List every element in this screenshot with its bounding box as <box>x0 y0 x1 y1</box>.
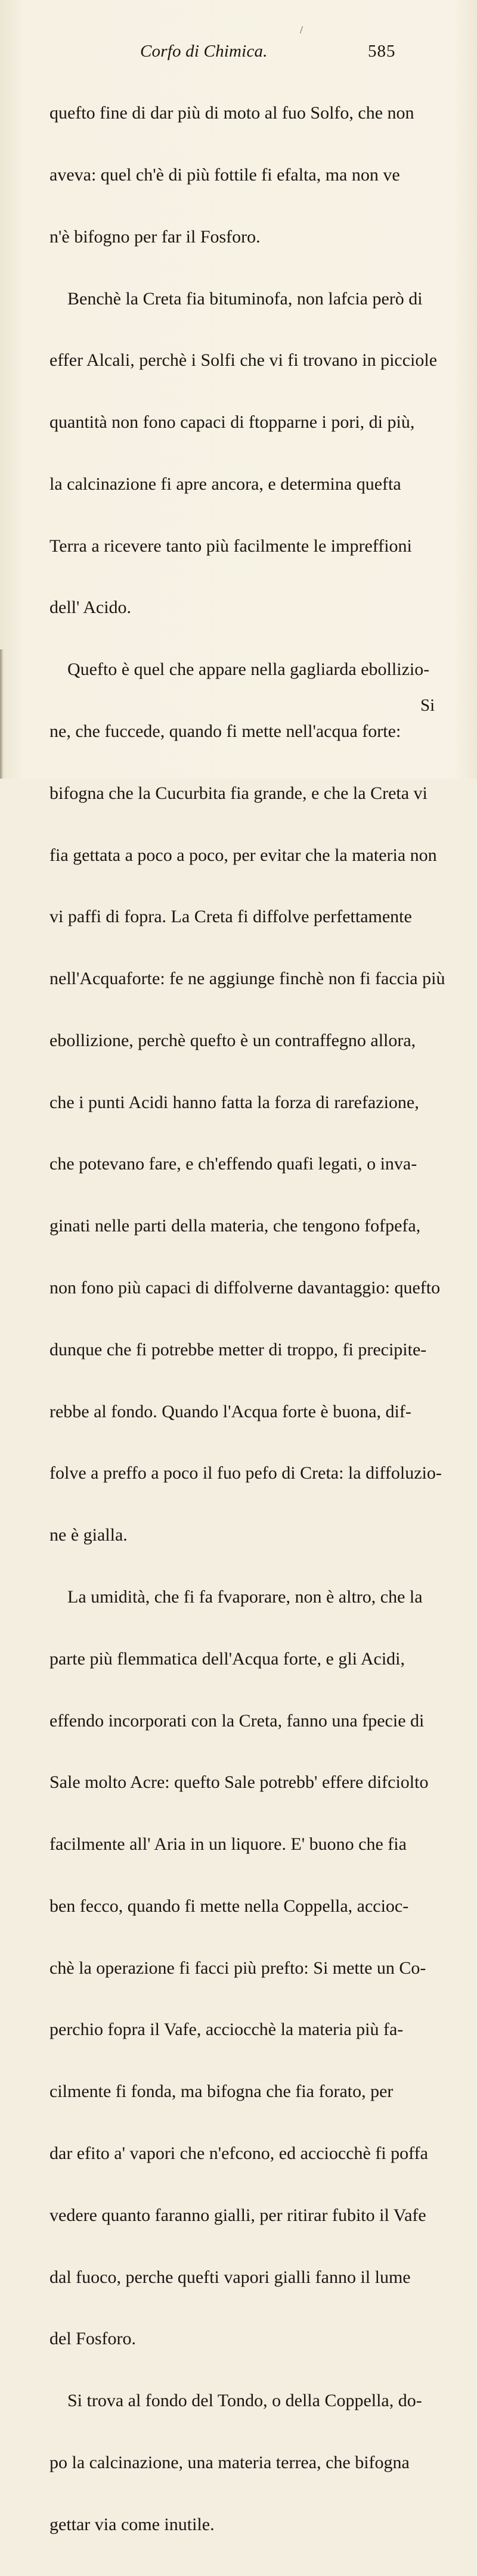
text-line: chè la operazione fi facci più prefto: Si mette un Co- <box>49 1958 426 1978</box>
text-line: Sale molto Acre: quefto Sale potrebb' effere difciolto <box>49 1772 429 1793</box>
text-line: La umidità, che fi fa fvaporare, non è altro, che la <box>49 1586 423 1607</box>
text-line: perchio fopra il Vafe, acciocchè la materia più fa- <box>49 2020 404 2040</box>
text-line: che potevano fare, e ch'effendo quafi legati, o inva- <box>49 1154 417 1174</box>
text-line: facilmente all' Aria in un liquore. E' buono che fia <box>49 1834 407 1855</box>
text-line: quantità non fono capaci di ftopparne i pori, di più, <box>49 412 415 433</box>
text-line: ginati nelle parti della materia, che tengono fofpefa, <box>49 1216 421 1236</box>
text-line: fia gettata a poco a poco, per evitar che la materia non <box>49 845 437 865</box>
text-line: n'è bifogno per far il Fosforo. <box>49 226 261 247</box>
text-line: rebbe al fondo. Quando l'Acqua forte è buona, dif- <box>49 1401 411 1421</box>
text-line: ebollizione, perchè quefto è un contraffegno allora, <box>49 1030 416 1050</box>
text-line: cilmente fi fonda, ma bifogna che fia forato, per <box>49 2082 394 2102</box>
running-title: Corfo di Chimica. <box>140 42 268 61</box>
text-line: Quefto è quel che appare nella gagliarda ebollizio- <box>49 659 430 680</box>
text-line: ben fecco, quando fi mette nella Coppella, accioc- <box>49 1896 409 1916</box>
text-line: folve a preffo a poco il fuo pefo di Creta: la diffoluzio- <box>49 1463 442 1483</box>
text-line: parte più flemmatica dell'Acqua forte, e gli Acidi, <box>49 1648 405 1669</box>
page-number: 585 <box>368 42 396 61</box>
text-line: vedere quanto faranno gialli, per ritirar fubito il Vafe <box>49 2205 426 2225</box>
text-line: Terra a ricevere tanto più facilmente le impreffioni <box>49 536 412 556</box>
text-line: gettar via come inutile. <box>49 2514 215 2534</box>
text-line: bifogna che la Cucurbita fia grande, e che la Creta vi <box>49 783 428 803</box>
text-line: Benchè la Creta fia bituminofa, non lafcia però di <box>49 288 423 309</box>
text-line: non fono più capaci di diffolverne davantaggio: quefto <box>49 1278 441 1298</box>
text-line: effendo incorporati con la Creta, fanno una fpecie di <box>49 1710 425 1731</box>
text-line: del Fosforo. <box>49 2329 136 2349</box>
text-line: quefto fine di dar più di moto al fuo Solfo, che non <box>49 103 414 123</box>
catchword: Si <box>420 696 435 715</box>
text-line: nell'Acquaforte: fe ne aggiunge finchè non fi faccia più <box>49 969 445 989</box>
text-line: Si trova al fondo del Tondo, o della Coppella, do- <box>49 2391 422 2411</box>
text-line: dunque che fi potrebbe metter di troppo, fi precipite- <box>49 1339 427 1359</box>
text-line: dell' Acido. <box>49 598 132 618</box>
text-line: dar efito a' vapori che n'efcono, ed acciocchè fi poffa <box>49 2143 428 2163</box>
text-line: po la calcinazione, una materia terrea, che bifogna <box>49 2452 410 2472</box>
text-line: la calcinazione fi apre ancora, e determina quefta <box>49 474 401 494</box>
page-edge-shadow <box>0 649 4 779</box>
text-line: dal fuoco, perche quefti vapori gialli fanno il lume <box>49 2267 411 2287</box>
text-line: effer Alcali, perchè i Solfi che vi fi trovano in picciole <box>49 350 438 371</box>
body-text <box>49 62 445 2576</box>
text-line: ne è gialla. <box>49 1525 128 1545</box>
text-line: vi paffi di fopra. La Creta fi diffolve perfettamente <box>49 907 412 927</box>
text-line: aveva: quel ch'è di più fottile fi efalta, ma non ve <box>49 164 400 185</box>
margin-mark: / <box>300 24 303 36</box>
text-line: ne, che fuccede, quando fi mette nell'acqua forte: <box>49 721 401 741</box>
text-line: che i punti Acidi hanno fatta la forza di rarefazione, <box>49 1092 419 1112</box>
